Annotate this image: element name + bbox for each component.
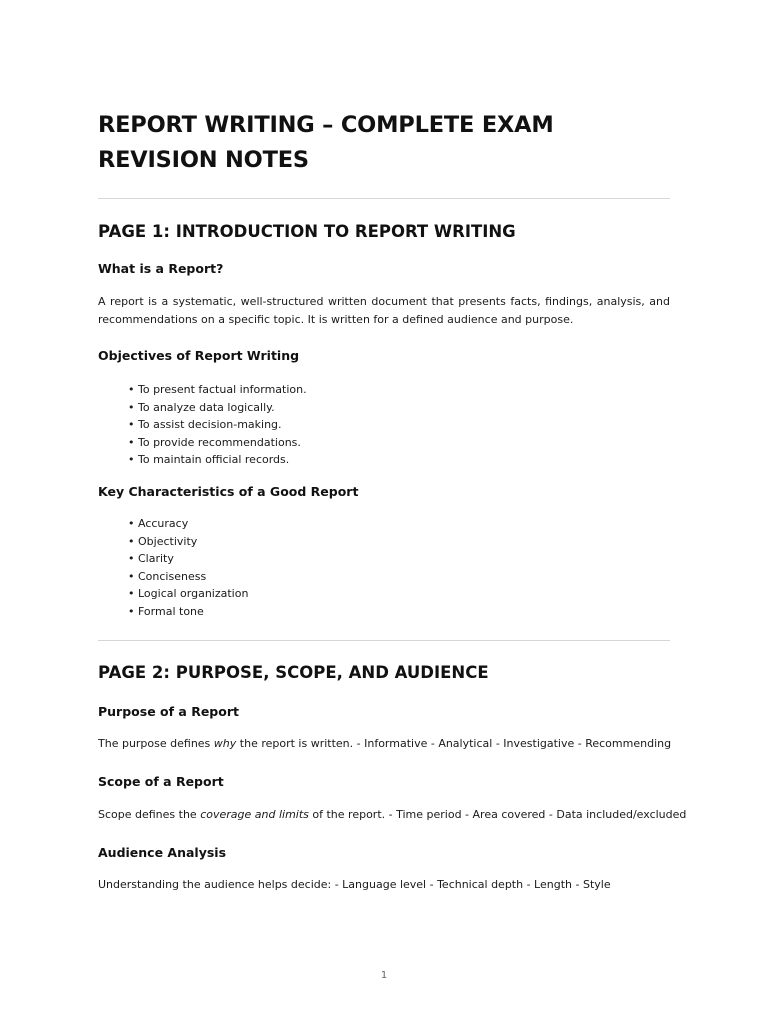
- list-item: • Logical organization: [128, 585, 248, 603]
- section-heading-page2: PAGE 2: PURPOSE, SCOPE, AND AUDIENCE: [98, 663, 489, 682]
- list-item: • Clarity: [128, 550, 248, 568]
- subheading-objectives: Objectives of Report Writing: [98, 348, 300, 363]
- subheading-characteristics: Key Characteristics of a Good Report: [98, 484, 359, 499]
- list-item: • Formal tone: [128, 603, 248, 621]
- emphasis-coverage: coverage and limits: [200, 808, 309, 821]
- list-item: • To present factual information.: [128, 381, 307, 399]
- list-item: • To provide recommendations.: [128, 434, 307, 452]
- section-divider: [98, 198, 670, 199]
- subheading-scope: Scope of a Report: [98, 774, 224, 789]
- list-item: • Conciseness: [128, 568, 248, 586]
- document-title: REPORT WRITING – COMPLETE EXAM REVISION NOTES: [98, 112, 554, 173]
- characteristics-list: [128, 515, 248, 620]
- paragraph-audience: Understanding the audience helps decide: - Language level - Technical depth - Length - Style: [98, 878, 611, 891]
- objectives-list: [128, 381, 307, 469]
- paragraph-purpose: The purpose defines why the report is written. - Informative - Analytical - Investigative - Recommending: [98, 737, 672, 750]
- list-item: • To analyze data logically.: [128, 399, 307, 417]
- subheading-purpose: Purpose of a Report: [98, 704, 239, 719]
- subheading-audience: Audience Analysis: [98, 845, 227, 860]
- list-item: • Accuracy: [128, 515, 248, 533]
- list-item: • Objectivity: [128, 533, 248, 551]
- section-heading-page1: PAGE 1: INTRODUCTION TO REPORT WRITING: [98, 222, 516, 241]
- emphasis-why: why: [213, 737, 237, 750]
- subheading-what-is-report: What is a Report?: [98, 261, 224, 276]
- list-item: • To maintain official records.: [128, 451, 307, 469]
- page-number: 1: [380, 970, 388, 981]
- paragraph-scope: Scope defines the coverage and limits of the report. - Time period - Area covered - Data included/excluded: [98, 808, 687, 821]
- list-item: • To assist decision-making.: [128, 416, 307, 434]
- section-divider: [98, 640, 670, 641]
- paragraph-what-is-report: A report is a systematic, well-structured written document that presents facts, findings, analysis, and recommendations on a specific topic. It is written for a defined audience and purpose.: [98, 295, 670, 326]
